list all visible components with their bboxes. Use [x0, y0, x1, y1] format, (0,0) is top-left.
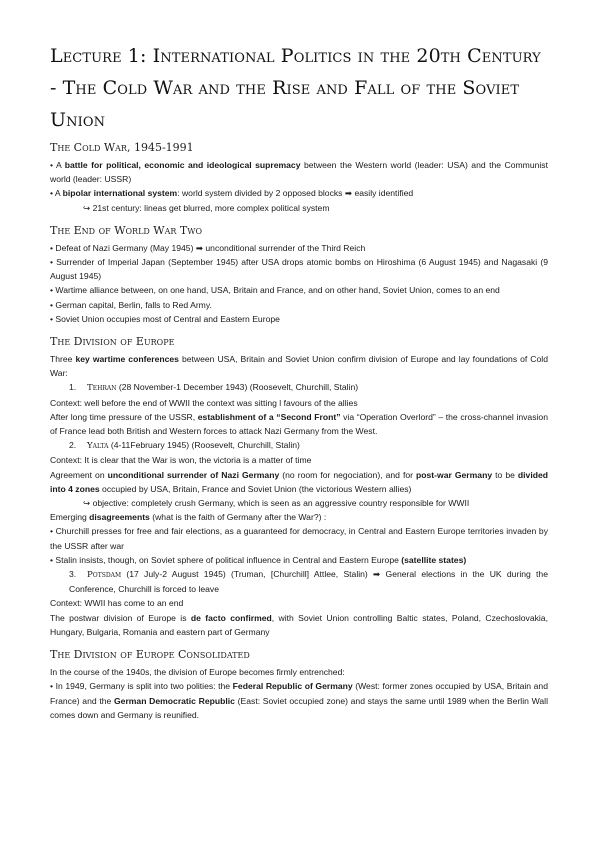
paragraph — [50, 352, 548, 380]
conference-name: Tehran — [87, 383, 117, 394]
list-number: 3. — [69, 569, 77, 580]
text-run: (4-11February 1945) (Roosevelt, Churchill, Stalin) — [108, 440, 300, 451]
text-run: Context: It is clear that the War is won, the victoria is a matter of time — [50, 455, 312, 466]
text-run: After long time pressure of the USSR, — [50, 411, 198, 422]
paragraph — [50, 553, 548, 567]
text-run: (17 July-2 August 1945) (Truman, [Churchill] Attlee, Stalin) ➡ General elections in the UK during the Conference, Churchill is forced to leave — [69, 569, 548, 595]
text-run: • A — [50, 160, 65, 170]
paragraph — [50, 410, 548, 438]
text-run: • Stalin insists, though, on Soviet sphere of political influence in Central and Eastern Europe — [50, 554, 402, 565]
text-run: ↪ objective: completely crush Germany, which is seen as an aggressive country responsible for WWII — [83, 498, 470, 509]
section-heading: The Cold War, 1945-1991 — [50, 141, 194, 154]
section-heading: The Division of Europe Consolidated — [50, 648, 250, 662]
text-run: • Defeat of Nazi Germany (May 1945) ➡ unconditional surrender of the Third Reich — [50, 242, 366, 253]
bold-text: Federal Republic of Germany — [232, 681, 353, 692]
list-number: 1. — [69, 382, 77, 393]
text-run: • Soviet Union occupies most of Central and Eastern Europe — [50, 313, 280, 324]
bold-text: German Democratic Republic — [113, 695, 235, 706]
bold-text: bipolar international system — [62, 188, 178, 199]
paragraph — [50, 186, 548, 200]
text-run: (28 November-1 December 1943) (Roosevelt, Churchill, Stalin) — [116, 382, 359, 393]
text-run: between the Western world (leader: USA) and the Communist world (leader: USSR) — [50, 160, 548, 185]
text-run: Context: WWII has come to an end — [50, 598, 184, 609]
document-body — [50, 140, 548, 722]
paragraph — [50, 567, 548, 596]
text-run: (East: Soviet occupied zone) and stays the same until 1989 when the Berlin Wall comes down and Germany is reunified. — [50, 695, 548, 720]
bold-text: key wartime conferences — [75, 354, 179, 365]
bold-text: battle for political, economic and ideological supremacy — [64, 160, 301, 170]
conference-name: Yalta — [87, 441, 109, 452]
text-run: • A — [50, 188, 63, 199]
paragraph — [50, 468, 548, 496]
text-run: • Surrender of Imperial Japan (September 1945) after USA drops atomic bombs on Hiroshima (6 August 1945) and Nagasaki (9 August 1945) — [50, 257, 548, 282]
paragraph — [50, 380, 548, 395]
bold-text: divided into 4 zones — [50, 469, 548, 494]
bold-text: establishment of a “Second Front” — [197, 411, 341, 422]
bold-text: de facto confirmed — [190, 612, 272, 623]
list-number: 2. — [69, 440, 77, 451]
paragraph — [50, 201, 548, 215]
text-run: • Wartime alliance between, on one hand, USA, Britain and France, and on other hand, Soviet Union, comes to an end — [50, 285, 500, 296]
text-run: , with Soviet Union controlling Baltic states, Poland, Czechoslovakia, Hungary, Bulgaria, Romania and eastern part of Germany — [50, 612, 548, 637]
text-run: via “Operation Overlord” – the cross-channel invasion of France lead both British and Western forces to attack Nazi Germany from the West. — [50, 411, 548, 437]
conference-name: Potsdam — [87, 570, 122, 581]
paragraph — [50, 241, 548, 255]
paragraph — [50, 158, 548, 186]
paragraph — [50, 283, 548, 297]
paragraph — [50, 312, 548, 326]
section-heading: The Division of Europe — [50, 335, 175, 349]
text-run: (no room for negociation), and for — [279, 469, 417, 480]
text-run: Agreement on — [50, 469, 108, 480]
text-run: In the course of the 1940s, the division of Europe becomes firmly entrenched: — [50, 667, 345, 678]
paragraph — [50, 611, 548, 639]
bold-text: (satellite states) — [401, 554, 467, 565]
paragraph — [50, 510, 548, 524]
text-run: ↪ 21st century: lineas get blurred, more complex political system — [83, 202, 330, 213]
text-run: Context: well before the end of WWII the context was sitting l favours of the allies — [50, 397, 358, 408]
paragraph — [50, 298, 548, 312]
bold-text: disagreements — [89, 512, 150, 523]
lecture-title: Lecture 1: International Politics in the 20th Century - The Cold War and the Rise and Fall of the Soviet Union — [50, 45, 541, 131]
paragraph — [50, 396, 548, 410]
paragraph — [50, 496, 548, 510]
text-run: • German capital, Berlin, falls to Red Army. — [50, 299, 212, 310]
paragraph — [50, 665, 548, 679]
text-run: between USA, Britain and Soviet Union confirm division of Europe and lay foundations of Cold War: — [50, 354, 548, 379]
bold-text: unconditional surrender of Nazi Germany — [107, 469, 280, 480]
text-run: • Churchill presses for free and fair elections, as a guaranteed for democracy, in Central and Eastern Europe territories invaden by the USSR after war — [50, 526, 548, 551]
text-run: (West: former zones occupied by USA, Britain and France) and the — [50, 681, 548, 706]
paragraph — [50, 453, 548, 467]
section-heading: The End of World War Two — [50, 223, 203, 237]
text-run: (what is the faith of Germany after the War?) : — [149, 512, 327, 523]
text-run: : world system divided by 2 opposed blocks ➡ easily identified — [177, 188, 414, 199]
paragraph — [50, 524, 548, 552]
bold-text: post-war Germany — [416, 469, 493, 480]
text-run: The postwar division of Europe is — [50, 612, 191, 623]
text-run: • In 1949, Germany is split into two polities: the — [50, 681, 233, 692]
paragraph — [50, 438, 548, 453]
text-run: to be — [492, 469, 518, 480]
paragraph — [50, 255, 548, 283]
paragraph — [50, 596, 548, 610]
paragraph — [50, 679, 548, 722]
text-run: Three — [50, 354, 76, 365]
text-run: occupied by USA, Britain, France and Soviet Union (the victorious Western allies) — [99, 483, 412, 494]
text-run: Emerging — [50, 512, 90, 523]
